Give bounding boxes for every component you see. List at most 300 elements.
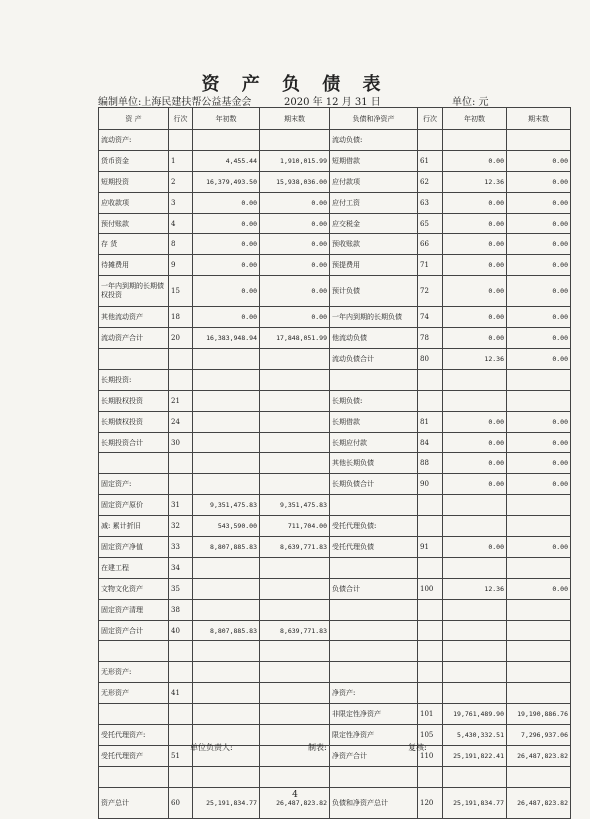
table-row [99, 766, 571, 787]
asset-line: 21 [169, 390, 193, 411]
asset-line [169, 662, 193, 683]
asset-line [169, 704, 193, 725]
asset-closing: 0.00 [260, 213, 330, 234]
liability-opening: 0.00 [443, 276, 507, 307]
liability-closing: 0.00 [507, 171, 571, 192]
asset-line [169, 130, 193, 151]
asset-opening: 25,191,834.77 [193, 787, 260, 818]
liability-opening [443, 620, 507, 641]
liability-line: 80 [418, 349, 443, 370]
asset-opening [193, 662, 260, 683]
liability-line: 120 [418, 787, 443, 818]
table-row [99, 453, 571, 474]
table-row [99, 704, 571, 725]
liability-opening: 12.36 [443, 171, 507, 192]
liability-closing: 0.00 [507, 537, 571, 558]
asset-line: 9 [169, 255, 193, 276]
asset-opening [193, 349, 260, 370]
table-row [99, 307, 571, 328]
liability-closing [507, 599, 571, 620]
asset-item: 文物文化资产 [99, 578, 169, 599]
asset-opening [193, 557, 260, 578]
asset-line: 40 [169, 620, 193, 641]
liability-opening: 0.00 [443, 432, 507, 453]
liability-closing: 0.00 [507, 349, 571, 370]
asset-opening [193, 599, 260, 620]
asset-item: 固定资产净值 [99, 537, 169, 558]
asset-closing: 15,938,036.00 [260, 171, 330, 192]
liability-opening: 0.00 [443, 234, 507, 255]
liability-closing [507, 516, 571, 537]
header-liabilities: 负债和净资产 [330, 108, 418, 130]
asset-closing [260, 578, 330, 599]
asset-item: 固定资产: [99, 474, 169, 495]
liability-opening: 0.00 [443, 328, 507, 349]
liability-item: 净资产合计 [330, 745, 418, 766]
table-row [99, 495, 571, 516]
asset-item: 流动资产合计 [99, 328, 169, 349]
liability-closing: 0.00 [507, 328, 571, 349]
liability-item [330, 641, 418, 662]
asset-item: 待摊费用 [99, 255, 169, 276]
liability-closing [507, 766, 571, 787]
liability-line: 61 [418, 150, 443, 171]
liability-opening [443, 557, 507, 578]
liability-opening: 5,430,332.51 [443, 725, 507, 746]
liability-item: 一年内到期的长期负债 [330, 307, 418, 328]
liability-opening [443, 641, 507, 662]
asset-closing: 0.00 [260, 255, 330, 276]
liability-item: 负债合计 [330, 578, 418, 599]
asset-opening [193, 432, 260, 453]
liability-line: 81 [418, 411, 443, 432]
liability-line [418, 369, 443, 390]
liability-opening [443, 390, 507, 411]
asset-line: 1 [169, 150, 193, 171]
table-row [99, 662, 571, 683]
asset-opening: 0.00 [193, 192, 260, 213]
table-row [99, 620, 571, 641]
header-closing-2: 期末数 [507, 108, 571, 130]
liability-closing: 0.00 [507, 255, 571, 276]
liability-opening [443, 495, 507, 516]
asset-closing [260, 599, 330, 620]
asset-item [99, 704, 169, 725]
asset-closing: 1,910,015.99 [260, 150, 330, 171]
asset-opening [193, 474, 260, 495]
liability-opening [443, 662, 507, 683]
asset-closing: 711,704.00 [260, 516, 330, 537]
asset-line: 38 [169, 599, 193, 620]
asset-item: 货币资金 [99, 150, 169, 171]
table-row [99, 130, 571, 151]
liability-item [330, 495, 418, 516]
table-row [99, 171, 571, 192]
header-opening: 年初数 [193, 108, 260, 130]
liability-line: 84 [418, 432, 443, 453]
asset-item: 长期股权投资 [99, 390, 169, 411]
asset-opening: 4,455.44 [193, 150, 260, 171]
asset-opening: 0.00 [193, 213, 260, 234]
liability-line: 72 [418, 276, 443, 307]
balance-sheet-table [98, 107, 571, 819]
asset-closing [260, 557, 330, 578]
asset-item: 存 货 [99, 234, 169, 255]
asset-opening [193, 766, 260, 787]
liability-closing [507, 130, 571, 151]
liability-line [418, 557, 443, 578]
liability-item [330, 369, 418, 390]
header-opening-2: 年初数 [443, 108, 507, 130]
liability-closing [507, 683, 571, 704]
asset-item: 流动资产: [99, 130, 169, 151]
asset-line: 60 [169, 787, 193, 818]
liability-closing [507, 620, 571, 641]
liability-item: 应付工资 [330, 192, 418, 213]
liability-item: 预计负债 [330, 276, 418, 307]
asset-item: 受托代理资产: [99, 725, 169, 746]
asset-closing [260, 704, 330, 725]
liability-opening: 0.00 [443, 150, 507, 171]
asset-item: 应收款项 [99, 192, 169, 213]
table-row [99, 150, 571, 171]
asset-closing [260, 453, 330, 474]
liability-line: 105 [418, 725, 443, 746]
currency-unit: 单位: 元 [452, 97, 489, 108]
table-row [99, 255, 571, 276]
report-date: 2020 年 12 月 31 日 [284, 97, 381, 108]
liability-item: 长期借款 [330, 411, 418, 432]
asset-opening: 0.00 [193, 234, 260, 255]
liability-opening [443, 516, 507, 537]
liability-opening: 0.00 [443, 411, 507, 432]
asset-item [99, 766, 169, 787]
liability-closing [507, 662, 571, 683]
table-row [99, 276, 571, 307]
asset-item [99, 453, 169, 474]
asset-item: 受托代理资产 [99, 745, 169, 766]
liability-item: 流动负债: [330, 130, 418, 151]
asset-item: 资产总计 [99, 787, 169, 818]
liability-line: 63 [418, 192, 443, 213]
asset-line: 51 [169, 745, 193, 766]
liability-line [418, 766, 443, 787]
asset-line: 2 [169, 171, 193, 192]
liability-item: 短期借款 [330, 150, 418, 171]
preparer-label: 制表: [308, 743, 327, 752]
liability-item: 长期负债: [330, 390, 418, 411]
liability-closing: 0.00 [507, 150, 571, 171]
liability-item: 受托代理负债 [330, 537, 418, 558]
asset-line: 24 [169, 411, 193, 432]
liability-opening: 25,191,822.41 [443, 745, 507, 766]
asset-item: 减: 累计折旧 [99, 516, 169, 537]
liability-line: 100 [418, 578, 443, 599]
asset-line: 41 [169, 683, 193, 704]
liability-closing: 0.00 [507, 474, 571, 495]
asset-opening: 8,807,885.83 [193, 537, 260, 558]
liability-item: 他流动负债 [330, 328, 418, 349]
liability-item: 负债和净资产总计 [330, 787, 418, 818]
table-row [99, 328, 571, 349]
liability-closing: 0.00 [507, 578, 571, 599]
liability-closing: 0.00 [507, 411, 571, 432]
table-row [99, 641, 571, 662]
liability-item [330, 662, 418, 683]
asset-line: 3 [169, 192, 193, 213]
asset-item: 短期投资 [99, 171, 169, 192]
principal-label: 单位负责人: [190, 743, 233, 752]
asset-item [99, 349, 169, 370]
asset-line: 32 [169, 516, 193, 537]
liability-line [418, 683, 443, 704]
asset-opening [193, 683, 260, 704]
liability-item [330, 599, 418, 620]
liability-opening: 0.00 [443, 474, 507, 495]
liability-line: 71 [418, 255, 443, 276]
table-row [99, 411, 571, 432]
liability-opening [443, 130, 507, 151]
liability-line [418, 495, 443, 516]
asset-closing [260, 683, 330, 704]
header-closing: 期末数 [260, 108, 330, 130]
asset-closing [260, 641, 330, 662]
asset-closing [260, 349, 330, 370]
asset-opening: 9,351,475.83 [193, 495, 260, 516]
asset-closing [260, 390, 330, 411]
liability-item: 预提费用 [330, 255, 418, 276]
asset-opening [193, 369, 260, 390]
asset-closing [260, 766, 330, 787]
asset-item: 长期投资合计 [99, 432, 169, 453]
asset-item: 无形资产 [99, 683, 169, 704]
asset-opening: 0.00 [193, 255, 260, 276]
organization-label: 编制单位:上海民建扶帮公益基金会 [98, 97, 252, 108]
asset-closing: 0.00 [260, 307, 330, 328]
header-assets: 资 产 [99, 108, 169, 130]
liability-line: 65 [418, 213, 443, 234]
asset-line: 30 [169, 432, 193, 453]
asset-closing: 0.00 [260, 234, 330, 255]
asset-opening [193, 130, 260, 151]
liability-closing [507, 495, 571, 516]
liability-line [418, 620, 443, 641]
liability-item: 长期应付款 [330, 432, 418, 453]
table-row [99, 683, 571, 704]
liability-closing [507, 557, 571, 578]
liability-closing: 7,296,937.06 [507, 725, 571, 746]
table-row [99, 474, 571, 495]
liability-closing: 26,487,823.82 [507, 745, 571, 766]
asset-closing [260, 369, 330, 390]
liability-item: 应交税金 [330, 213, 418, 234]
liability-closing: 0.00 [507, 453, 571, 474]
asset-line: 33 [169, 537, 193, 558]
asset-opening: 16,379,493.50 [193, 171, 260, 192]
liability-item [330, 766, 418, 787]
table-row [99, 192, 571, 213]
liability-line [418, 662, 443, 683]
liability-closing [507, 369, 571, 390]
asset-opening: 0.00 [193, 276, 260, 307]
table-row [99, 390, 571, 411]
asset-item: 其他流动资产 [99, 307, 169, 328]
liability-item: 流动负债合计 [330, 349, 418, 370]
liability-closing [507, 390, 571, 411]
asset-item: 无形资产: [99, 662, 169, 683]
signature-footer [98, 742, 570, 756]
asset-closing [260, 432, 330, 453]
asset-item: 预付账款 [99, 213, 169, 234]
liability-closing: 0.00 [507, 307, 571, 328]
report-title: 资 产 负 债 表 [201, 74, 389, 95]
table-row [99, 213, 571, 234]
report-meta [98, 93, 568, 107]
asset-opening [193, 641, 260, 662]
asset-item: 长期投资: [99, 369, 169, 390]
liability-item: 净资产: [330, 683, 418, 704]
asset-closing: 26,487,823.82 [260, 787, 330, 818]
page-number: 4 [292, 790, 298, 800]
asset-item: 一年内到期的长期债权投资 [99, 276, 169, 307]
liability-item [330, 557, 418, 578]
asset-closing: 0.00 [260, 192, 330, 213]
asset-opening: 543,590.00 [193, 516, 260, 537]
asset-opening [193, 411, 260, 432]
asset-item: 固定资产原价 [99, 495, 169, 516]
table-row [99, 369, 571, 390]
asset-line: 20 [169, 328, 193, 349]
liability-item [330, 620, 418, 641]
asset-line: 18 [169, 307, 193, 328]
asset-opening [193, 704, 260, 725]
liability-opening: 0.00 [443, 213, 507, 234]
reviewer-label: 复核: [408, 743, 427, 752]
asset-opening: 8,807,885.83 [193, 620, 260, 641]
asset-line: 15 [169, 276, 193, 307]
liability-opening: 0.00 [443, 192, 507, 213]
asset-opening [193, 578, 260, 599]
asset-item: 长期债权投资 [99, 411, 169, 432]
asset-item: 固定资产清理 [99, 599, 169, 620]
liability-line: 66 [418, 234, 443, 255]
liability-item: 受托代理负债: [330, 516, 418, 537]
asset-line: 34 [169, 557, 193, 578]
liability-item: 非限定性净资产 [330, 704, 418, 725]
liability-closing: 19,190,886.76 [507, 704, 571, 725]
liability-item: 应付款项 [330, 171, 418, 192]
table-row [99, 516, 571, 537]
liability-closing: 0.00 [507, 234, 571, 255]
table-row [99, 578, 571, 599]
liability-closing: 0.00 [507, 432, 571, 453]
liability-closing: 0.00 [507, 276, 571, 307]
header-line-no: 行次 [169, 108, 193, 130]
liability-line [418, 641, 443, 662]
asset-closing: 0.00 [260, 276, 330, 307]
asset-opening [193, 453, 260, 474]
liability-closing: 0.00 [507, 192, 571, 213]
asset-closing [260, 130, 330, 151]
liability-closing [507, 641, 571, 662]
table-row [99, 557, 571, 578]
liability-line: 90 [418, 474, 443, 495]
liability-line [418, 130, 443, 151]
asset-line [169, 349, 193, 370]
asset-opening: 16,383,948.94 [193, 328, 260, 349]
liability-line: 62 [418, 171, 443, 192]
liability-opening: 25,191,834.77 [443, 787, 507, 818]
asset-line: 8 [169, 234, 193, 255]
table-row [99, 599, 571, 620]
asset-item [99, 641, 169, 662]
liability-opening [443, 599, 507, 620]
liability-closing: 26,487,823.82 [507, 787, 571, 818]
liability-opening [443, 766, 507, 787]
asset-line: 35 [169, 578, 193, 599]
liability-opening [443, 369, 507, 390]
liability-line [418, 516, 443, 537]
table-header-row [99, 108, 571, 130]
liability-opening: 12.36 [443, 578, 507, 599]
liability-opening: 19,761,489.90 [443, 704, 507, 725]
asset-closing: 8,639,771.83 [260, 620, 330, 641]
liability-opening [443, 683, 507, 704]
liability-opening: 0.00 [443, 255, 507, 276]
liability-item: 预收账款 [330, 234, 418, 255]
table-row [99, 537, 571, 558]
liability-line [418, 390, 443, 411]
liability-closing: 0.00 [507, 213, 571, 234]
liability-opening: 12.36 [443, 349, 507, 370]
liability-opening: 0.00 [443, 537, 507, 558]
asset-closing: 8,639,771.83 [260, 537, 330, 558]
liability-item: 其他长期负债 [330, 453, 418, 474]
asset-line [169, 474, 193, 495]
asset-line: 4 [169, 213, 193, 234]
asset-line: 31 [169, 495, 193, 516]
asset-opening [193, 390, 260, 411]
asset-line [169, 453, 193, 474]
liability-opening: 0.00 [443, 453, 507, 474]
asset-closing: 9,351,475.83 [260, 495, 330, 516]
asset-item: 固定资产合计 [99, 620, 169, 641]
asset-closing: 17,848,051.99 [260, 328, 330, 349]
header-line-no-2: 行次 [418, 108, 443, 130]
asset-opening: 0.00 [193, 307, 260, 328]
asset-closing [260, 411, 330, 432]
liability-line: 74 [418, 307, 443, 328]
liability-item: 长期负债合计 [330, 474, 418, 495]
liability-line: 78 [418, 328, 443, 349]
asset-line [169, 766, 193, 787]
asset-line [169, 641, 193, 662]
liability-line: 88 [418, 453, 443, 474]
liability-line: 110 [418, 745, 443, 766]
asset-item: 在建工程 [99, 557, 169, 578]
table-row [99, 349, 571, 370]
asset-line [169, 369, 193, 390]
table-row [99, 234, 571, 255]
liability-item: 限定性净资产 [330, 725, 418, 746]
asset-closing [260, 662, 330, 683]
liability-line [418, 599, 443, 620]
liability-line: 101 [418, 704, 443, 725]
asset-closing [260, 474, 330, 495]
table-row [99, 432, 571, 453]
liability-opening: 0.00 [443, 307, 507, 328]
liability-line: 91 [418, 537, 443, 558]
